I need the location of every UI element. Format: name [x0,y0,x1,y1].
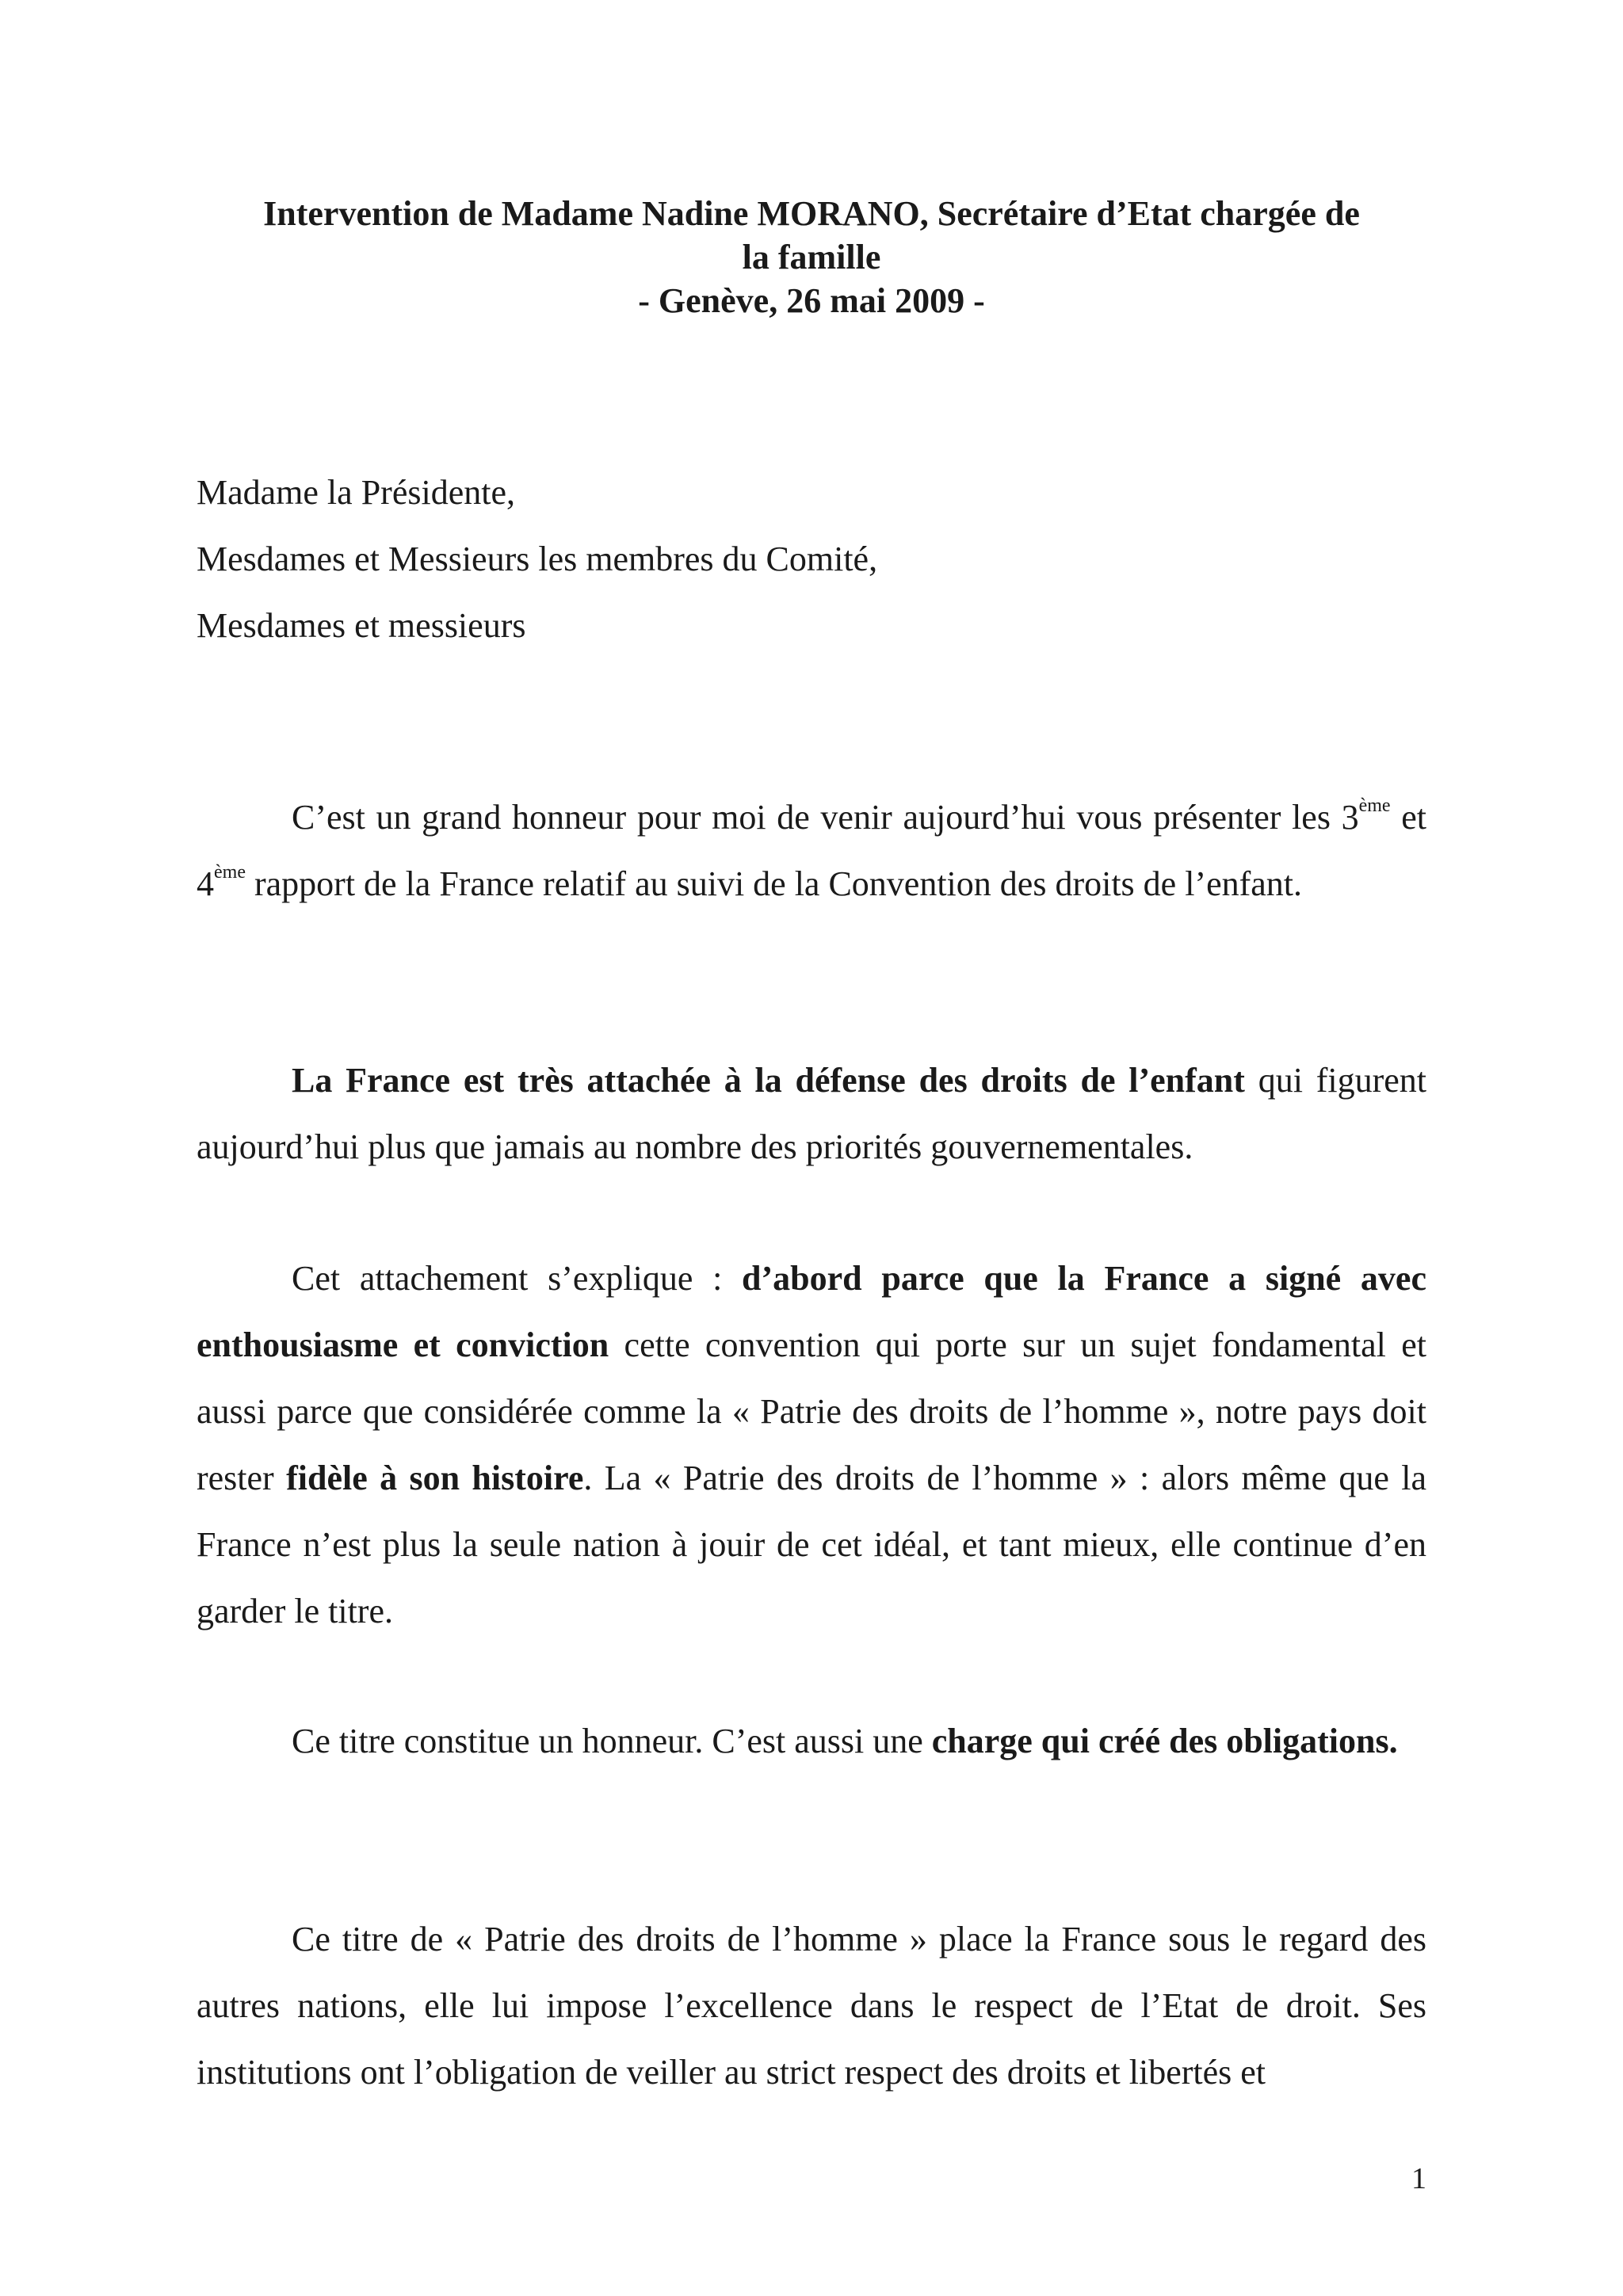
paragraph-2 [197,1047,1426,1180]
p2-bold: La France est très attachée à la défense des droits de l’enfant [292,1061,1245,1100]
p3-text-a: Cet attachement s’explique : [292,1259,743,1298]
p3-bold-1: d’abord parce que la France a signé avec enthousiasme et conviction [197,1259,1426,1364]
salutation-line-2: Mesdames et Messieurs les membres du Comité, [197,540,878,578]
paragraph-3 [197,1245,1426,1645]
p3-text-c: . La « Patrie des droits de l’homme » : alors même que la France n’est plus la seule nation à jouir de cet idéal, et tant mieux, elle continue d’en garder le titre. [197,1459,1427,1630]
paragraph-5 [197,1906,1426,2106]
salutation-line-3: Mesdames et messieurs [197,606,526,645]
salutation-block [197,460,1426,659]
title-line-1: Intervention de Madame Nadine MORANO, Secrétaire d’Etat chargée de [263,194,1360,233]
title-line-3-date: - Genève, 26 mai 2009 - [638,281,985,320]
paragraph-4 [197,1708,1426,1775]
title-line-2: la famille [742,238,881,277]
p1-superscript-1: ème [1358,795,1391,816]
p3-text-b: cette convention qui porte sur un sujet fondamental et aussi parce que considérée comme la « Patrie des droits de l’homme », notre pays doit rester [197,1325,1426,1497]
paragraph-1 [197,784,1426,917]
p4-text: Ce titre constitue un honneur. C’est aussi une [292,1722,932,1760]
p5-text: Ce titre de « Patrie des droits de l’homme » place la France sous le regard des autres nations, elle lui impose l’excellence dans le respect de l’Etat de droit. Ses institutions ont l’obligation de veiller au strict respect des droits et libertés et [197,1920,1426,2092]
p1-text-c: rapport de la France relatif au suivi de la Convention des droits de l’enfant. [245,864,1303,903]
page-number: 1 [1411,2162,1426,2195]
p1-text-b: et 4 [197,798,1426,903]
salutation-line-1: Madame la Présidente, [197,473,515,512]
p2-text: qui figurent aujourd’hui plus que jamais au nombre des priorités gouvernementales. [197,1061,1426,1166]
p1-superscript-2: ème [214,862,246,883]
document-title [197,192,1426,322]
p1-text-a: C’est un grand honneur pour moi de venir aujourd’hui vous présenter les 3 [292,798,1359,837]
p4-bold: charge qui créé des obligations. [931,1722,1398,1760]
p3-bold-2: fidèle à son histoire [286,1459,584,1497]
